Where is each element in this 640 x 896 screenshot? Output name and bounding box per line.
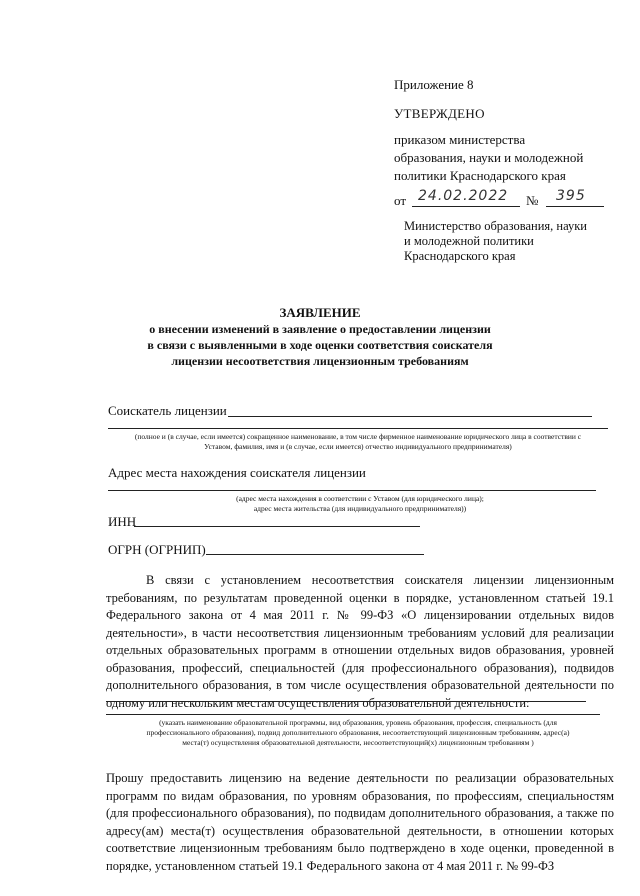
order-line-1: приказом министерства (394, 132, 526, 147)
document-title: ЗАЯВЛЕНИЕ (279, 305, 361, 320)
ogrn-label: ОГРН (ОГРНИП) (108, 542, 206, 557)
ogrn-field[interactable] (206, 554, 424, 555)
title-line-2: в связи с выявленными в ходе оценки соответствия соискателя (147, 338, 493, 352)
approved-label: УТВЕРЖДЕНО (394, 106, 485, 121)
date-underline (412, 206, 520, 207)
paragraph-notice: В связи с установлением несоответствия соискателя лицензии лицензионным требованиям, по результатам проведенной оценки в порядке, установленном статьей 19.1 Федерального закона от 4 мая 2011 г. № 99-ФЗ «О лицензировании отдельных видов деятельности», в части несоответствия лицензионным требованиям условий для реализации отдельных образовательных программ в отношении отдельных видов образования, уровней образования, профессий, специальностей (для профессионального образования), подвидов дополнительного образования, в том числе осуществления образовательной деятельности по одному или нескольким местам осуществления образовательной деятельности: (106, 573, 614, 710)
order-date: 24.02.2022 (418, 188, 509, 204)
addressee-line-3: Краснодарского края (404, 249, 516, 263)
inn-field[interactable] (134, 526, 420, 527)
order-line-2: образования, науки и молодежной (394, 150, 584, 165)
title-line-1: о внесении изменений в заявление о предоставлении лицензии (149, 322, 491, 336)
program-note-3: места(т) осуществления образовательной деятельности, несоответствующий(х) лицензионным требованиям ) (182, 738, 534, 747)
program-field-line-2[interactable] (106, 714, 600, 715)
program-note-2: профессионального образования), подвид дополнительного образования, несоответствующий лицензионным требованиям, адрес(а) (146, 728, 570, 737)
program-field-line-1[interactable] (106, 701, 586, 702)
title-line-3: лицензии несоответствия лицензионным требованиям (171, 354, 469, 368)
applicant-field[interactable] (228, 416, 592, 417)
order-line-3: политики Краснодарского края (394, 168, 566, 183)
addressee-line-1: Министерство образования, науки (404, 219, 587, 233)
address-label: Адрес места нахождения соискателя лицензии (108, 465, 366, 480)
number-sign: № (526, 193, 539, 208)
address-note-1: (адрес места нахождения в соответствии с Уставом (для юридического лица); (236, 494, 484, 503)
applicant-field-line-2[interactable] (108, 428, 608, 429)
inn-label: ИНН (108, 514, 137, 529)
applicant-note-1: (полное и (в случае, если имеется) сокращенное наименование, в том числе фирменное наименование юридического лица в соответствии с (134, 432, 582, 441)
appendix-label: Приложение 8 (394, 77, 474, 92)
applicant-label: Соискатель лицензии (108, 403, 227, 418)
number-underline (546, 206, 604, 207)
order-number: 395 (556, 188, 586, 204)
addressee-line-2: и молодежной политики (404, 234, 534, 248)
applicant-note-2: Уставом, фамилия, имя и (в случае, если имеется) отчество индивидуального предпринимателя) (204, 442, 512, 451)
paragraph-request: Прошу предоставить лицензию на ведение деятельности по реализации образовательных программ по видам образования, по уровням образования, по профессиям, специальностям (для профессионального образования), по подвидам дополнительного образования, а также по адресу(ам) места(т) осуществления образовательной деятельности, в отношении которых соответствие лицензионным требованиям было подтверждено в ходе оценки, проведенной в порядке, установленном статьей 19.1 Федерального закона от 4 мая 2011 г. № 99-ФЗ (106, 771, 614, 873)
address-note-2: адрес места жительства (для индивидуального предпринимателя)) (253, 504, 467, 513)
address-field[interactable] (108, 490, 596, 491)
program-note-1: (указать наименование образовательной программы, вид образования, уровень образования, профессия, специальность (для (159, 718, 557, 727)
date-prefix: от (394, 193, 407, 208)
